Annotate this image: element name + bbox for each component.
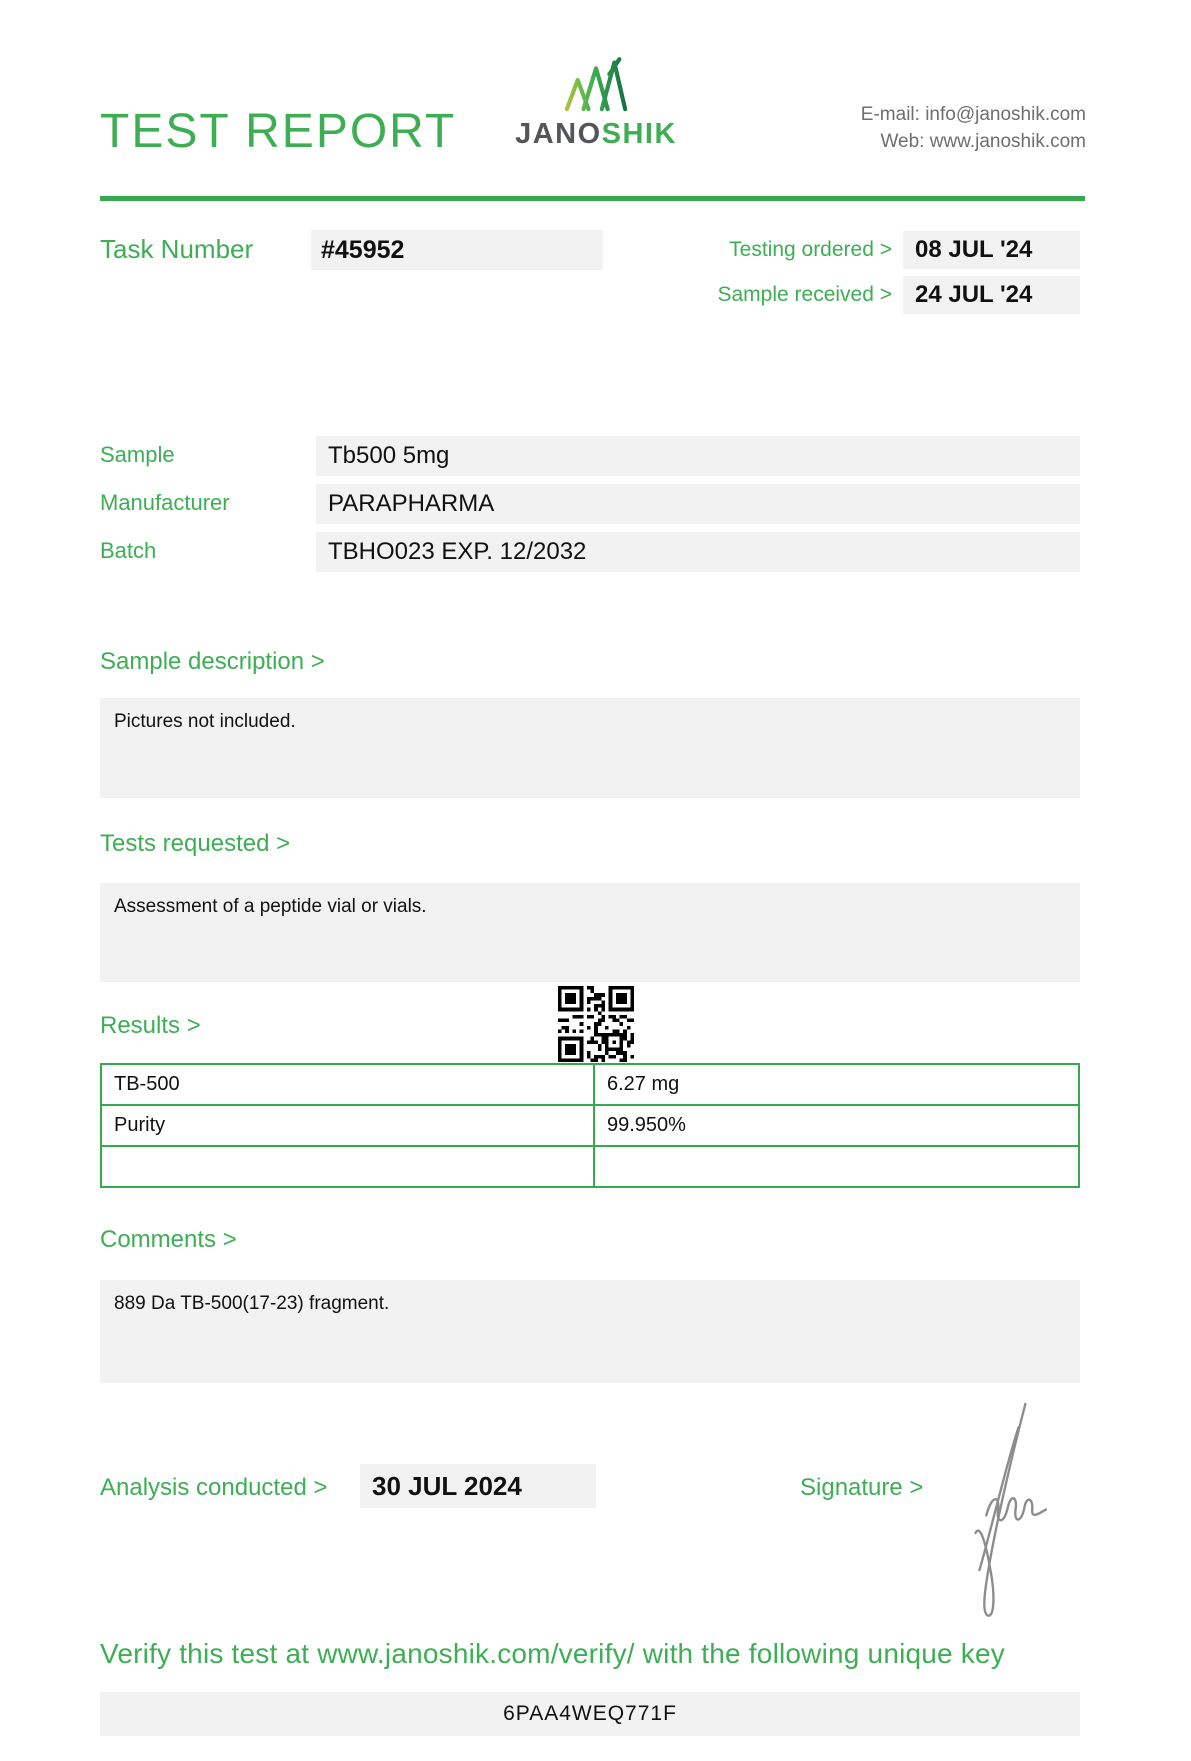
contact-info xyxy=(861,101,1086,155)
header-rule xyxy=(100,196,1085,201)
email-text: E-mail: info@janoshik.com xyxy=(860,104,1086,125)
page-title: TEST REPORT xyxy=(100,105,457,158)
signature-label: Signature > xyxy=(800,1474,924,1501)
task-number-value: #45952 xyxy=(311,230,603,270)
sample-received-value: 24 JUL '24 xyxy=(903,276,1080,314)
chart-peaks-icon xyxy=(515,54,677,116)
testing-ordered-label: Testing ordered > xyxy=(729,238,892,261)
comments-heading: Comments > xyxy=(100,1226,237,1253)
web-text: Web: www.janoshik.com xyxy=(880,131,1086,152)
result-value-cell: 6.27 mg xyxy=(594,1064,1079,1105)
results-table xyxy=(100,1063,1080,1188)
tests-requested-box: Assessment of a peptide vial or vials. xyxy=(100,883,1080,982)
verify-text: Verify this test at www.janoshik.com/verify/ with the following unique key xyxy=(100,1638,1005,1669)
testing-ordered-value: 08 JUL '24 xyxy=(903,231,1080,269)
tests-requested-heading: Tests requested > xyxy=(100,830,291,857)
result-row xyxy=(101,1105,1079,1146)
qr-code xyxy=(558,986,634,1062)
result-row xyxy=(101,1146,1079,1187)
manufacturer-value: PARAPHARMA xyxy=(316,484,1080,524)
result-name-cell: Purity xyxy=(101,1105,594,1146)
sample-value: Tb500 5mg xyxy=(316,436,1080,476)
sample-received-label: Sample received > xyxy=(717,283,892,306)
signature-image xyxy=(948,1398,1048,1628)
sample-description-box: Pictures not included. xyxy=(100,698,1080,798)
analysis-date-value: 30 JUL 2024 xyxy=(360,1464,596,1508)
brand-name xyxy=(515,118,677,151)
result-value-cell: 99.950% xyxy=(594,1105,1079,1146)
sample-description-heading: Sample description > xyxy=(100,648,325,675)
result-row xyxy=(101,1064,1079,1105)
results-heading: Results > xyxy=(100,1012,201,1039)
analysis-conducted-label: Analysis conducted > xyxy=(100,1474,328,1501)
brand-logo xyxy=(515,54,677,151)
batch-value: TBHO023 EXP. 12/2032 xyxy=(316,532,1080,572)
manufacturer-label: Manufacturer xyxy=(100,490,230,515)
result-name-cell: TB-500 xyxy=(101,1064,594,1105)
unique-key-box: 6PAA4WEQ771F xyxy=(100,1692,1080,1736)
sample-label: Sample xyxy=(100,442,175,467)
result-value-cell xyxy=(594,1146,1079,1187)
batch-label: Batch xyxy=(100,538,157,563)
task-number-label: Task Number xyxy=(100,234,254,264)
comments-box: 889 Da TB-500(17-23) fragment. xyxy=(100,1280,1080,1383)
result-name-cell xyxy=(101,1146,594,1187)
brand-name-left: JANO xyxy=(515,118,602,150)
brand-name-right: SHIK xyxy=(601,118,677,150)
